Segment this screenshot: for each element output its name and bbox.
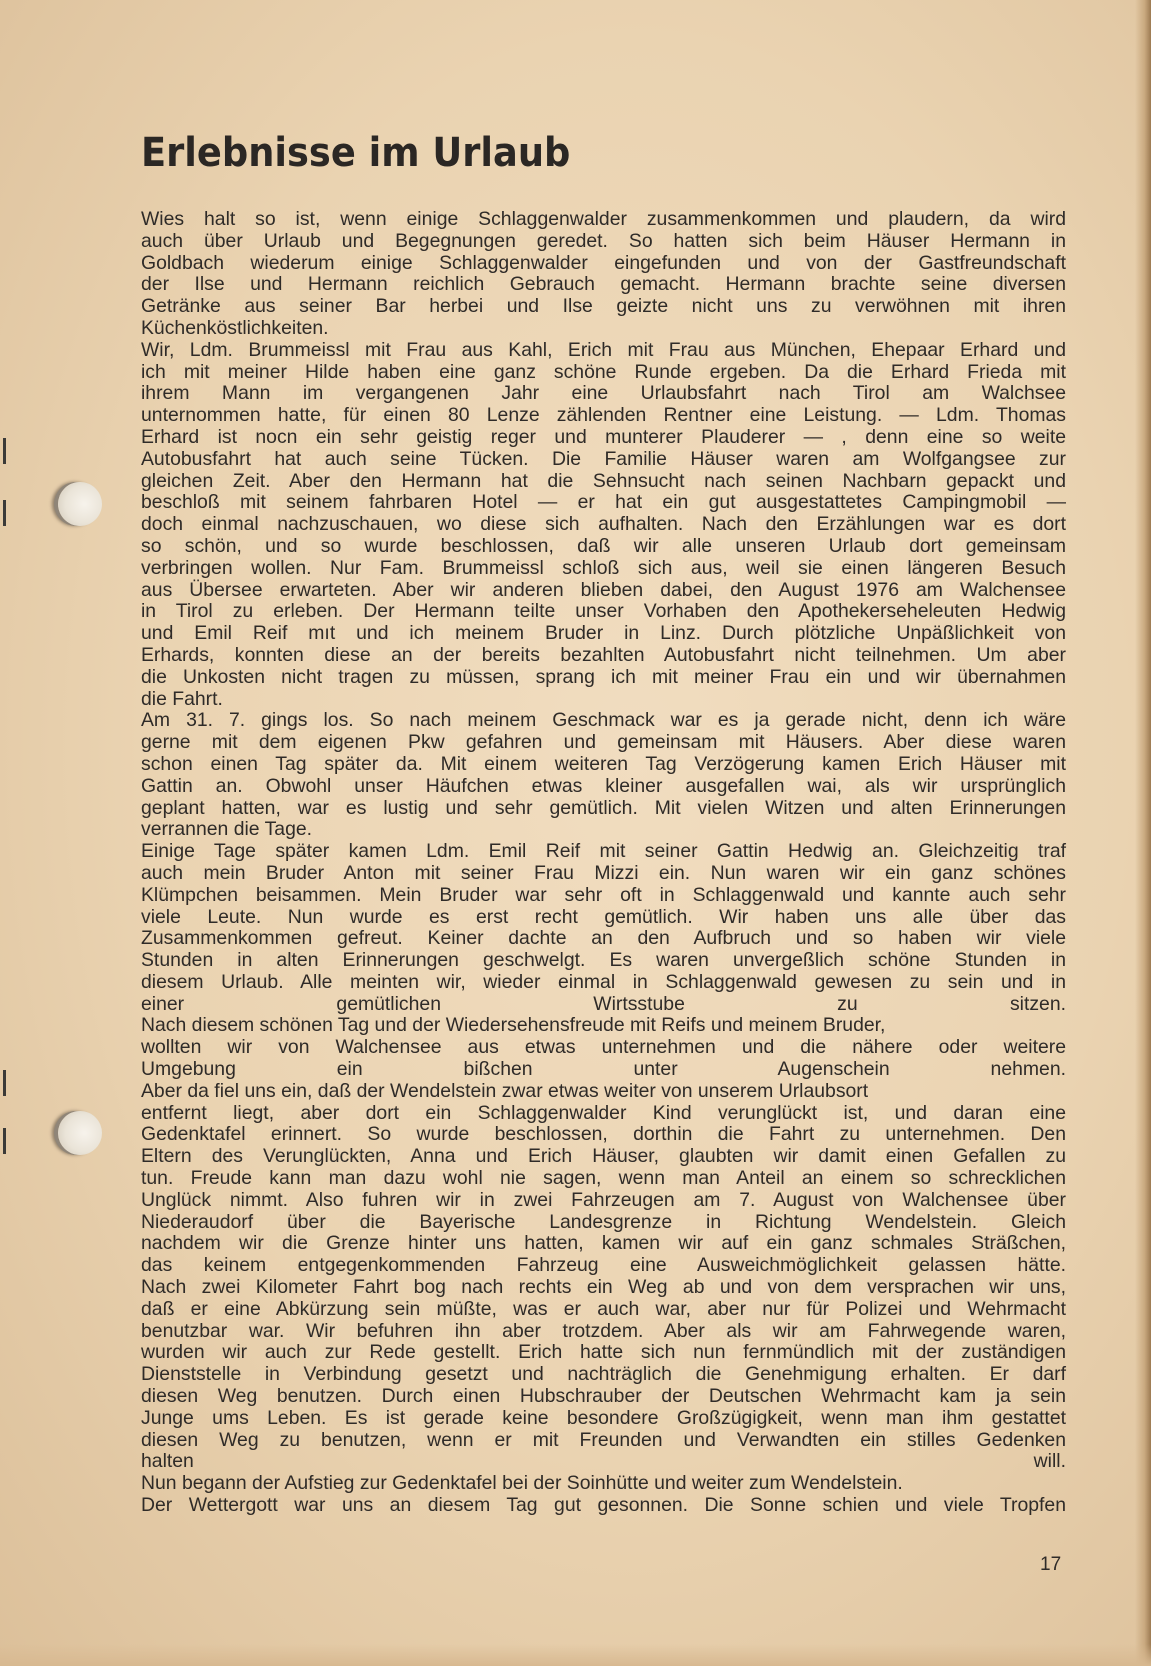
text-line: so schön, und so wurde beschlossen, daß wir alle unseren Urlaub dort gemeinsam (141, 534, 1066, 557)
text-line: gleichen Zeit. Aber den Hermann hat die Sehnsucht nach seinen Nachbarn gepackt und (141, 469, 1066, 492)
text-line: ich mit meiner Hilde haben eine ganz schöne Runde ergeben. Da die Erhard Frieda mit (141, 360, 1066, 383)
text-line: Am 31. 7. gings los. So nach meinem Geschmack war es ja gerade nicht, denn ich wäre (141, 709, 1066, 732)
binding-mark (3, 1128, 6, 1154)
binding-mark (3, 1070, 6, 1096)
text-line: doch einmal nachzuschauen, wo diese sich aufhalten. Nach den Erzählungen war es dort (141, 513, 1066, 536)
text-line: diesen Weg benutzen. Durch einen Hubschrauber der Deutschen Wehrmacht kam ja sein (141, 1385, 1066, 1408)
text-line: schon einen Tag später da. Mit einem weiteren Tag Verzögerung kamen Erich Häuser mit (141, 752, 1066, 775)
text-line: Einige Tage später kamen Ldm. Emil Reif mit seiner Gattin Hedwig an. Gleichzeitig traf (141, 840, 1066, 863)
text-line: auch mein Bruder Anton mit seiner Frau Mizzi ein. Nun waren wir ein ganz schönes (141, 861, 1066, 884)
punch-hole (58, 1111, 102, 1155)
page-right-edge (1135, 0, 1151, 1666)
text-line: der Ilse und Hermann reichlich Gebrauch gemacht. Hermann brachte seine diversen (141, 273, 1066, 296)
text-line: die Fahrt. (141, 687, 223, 710)
text-line: Junge ums Leben. Es ist gerade keine besondere Großzügigkeit, wenn man ihm gestattet (141, 1406, 1066, 1429)
text-line: die Unkosten nicht tragen zu müssen, sprang ich mit meiner Frau ein und wir übernahmen (141, 665, 1066, 688)
text-line: Wies halt so ist, wenn einige Schlaggenwalder zusammenkommen und plaudern, da wird (141, 208, 1066, 230)
text-line: ihrem Mann im vergangenen Jahr eine Urlaubsfahrt nach Tirol am Walchsee (141, 382, 1066, 405)
article-body (141, 209, 1066, 1517)
text-line: Klümpchen beisammen. Mein Bruder war sehr oft in Schlaggenwald und kannte auch sehr (141, 883, 1066, 906)
punch-hole (58, 482, 102, 526)
text-line: auch über Urlaub und Begegnungen geredet. So hatten sich beim Häuser Hermann in (141, 229, 1066, 252)
text-line: Autobusfahrt hat auch seine Tücken. Die Familie Häuser waren am Wolfgangsee zur (141, 447, 1066, 470)
text-line: verbringen wollen. Nur Fam. Brummeissl schloß sich aus, weil sie einen längeren Besuch (141, 556, 1066, 579)
text-line: halten will. (141, 1450, 1066, 1473)
text-line: daß er eine Abkürzung sein müßte, was er auch war, aber nur für Polizei und Wehrmacht (141, 1297, 1066, 1320)
text-line: Gedenktafel erinnert. So wurde beschlossen, dorthin die Fahrt zu unternehmen. Den (141, 1123, 1066, 1146)
text-line: Aber da fiel uns ein, daß der Wendelstein zwar etwas weiter von unserem Urlaubsort (141, 1079, 869, 1102)
text-line: Wir, Ldm. Brummeissl mit Frau aus Kahl, Erich mit Frau aus München, Ehepaar Erhard und (141, 338, 1066, 361)
text-line: Nun begann der Aufstieg zur Gedenktafel bei der Soinhütte und weiter zum Wendelstein. (141, 1472, 903, 1495)
text-line: unternommen hatte, für einen 80 Lenze zählenden Rentner eine Leistung. — Ldm. Thomas (141, 404, 1066, 427)
text-line: Umgebung ein bißchen unter Augenschein nehmen. (141, 1058, 1066, 1081)
text-line: tun. Freude kann man dazu wohl nie sagen, wenn man Anteil an einem so schrecklichen (141, 1167, 1066, 1190)
text-line: Erhard ist nocn ein sehr geistig reger und munterer Plauderer — , denn eine so weite (141, 425, 1066, 448)
text-line: diesen Weg zu benutzen, wenn er mit Freunden und Verwandten ein stilles Gedenken (141, 1428, 1066, 1451)
article-title: Erlebnisse im Urlaub (141, 130, 571, 176)
text-line: aus Übersee erwarteten. Aber wir anderen blieben dabei, den August 1976 am Walchensee (141, 578, 1066, 601)
text-line: Eltern des Verunglückten, Anna und Erich Häuser, glaubten wir damit einen Gefallen zu (141, 1145, 1066, 1168)
text-line: diesem Urlaub. Alle meinten wir, wieder einmal in Schlaggenwald gewesen zu sein und in (141, 970, 1066, 993)
text-line: Goldbach wiederum einige Schlaggenwalder eingefunden und von der Gastfreundschaft (141, 251, 1066, 274)
text-line: das keinem entgegenkommenden Fahrzeug eine Ausweichmöglichkeit gelassen hätte. (141, 1254, 1066, 1277)
text-line: wollten wir von Walchensee aus etwas unternehmen und die nähere oder weitere (141, 1036, 1066, 1059)
text-line: Dienststelle in Verbindung gesetzt und nachträglich die Genehmigung erhalten. Er darf (141, 1363, 1066, 1386)
text-line: wurden wir auch zur Rede gestellt. Erich hatte sich nun fernmündlich mit der zuständigen (141, 1341, 1066, 1364)
text-line: Getränke aus seiner Bar herbei und Ilse geizte nicht uns zu verwöhnen mit ihren (141, 295, 1066, 318)
page-number: 17 (1040, 1554, 1062, 1575)
binding-mark (3, 500, 6, 526)
text-line: Nach zwei Kilometer Fahrt bog nach rechts ein Weg ab und von dem versprachen wir uns, (141, 1276, 1066, 1299)
text-line: benutzbar war. Wir befuhren ihn aber trotzdem. Aber als wir am Fahrwegende waren, (141, 1319, 1066, 1342)
text-line: entfernt liegt, aber dort ein Schlaggenwalder Kind verunglückt ist, und daran eine (141, 1101, 1066, 1124)
text-line: in Tirol zu erleben. Der Hermann teilte unser Vorhaben den Apothekerseheleuten Hedwig (141, 600, 1066, 623)
text-line: Stunden in alten Erinnerungen geschwelgt. Es waren unvergeßlich schöne Stunden in (141, 949, 1066, 972)
text-line: geplant hatten, war es lustig und sehr gemütlich. Mit vielen Witzen und alten Erinnerungen (141, 796, 1066, 819)
text-line: Nach diesem schönen Tag und der Wiedersehensfreude mit Reifs und meinem Bruder, (141, 1014, 886, 1037)
text-line: Zusammenkommen gefreut. Keiner dachte an den Aufbruch und so haben wir viele (141, 927, 1066, 950)
text-line: nachdem wir die Grenze hinter uns hatten, kamen wir auf ein ganz schmales Sträßchen, (141, 1232, 1066, 1255)
text-line: einer gemütlichen Wirtsstube zu sitzen. (141, 992, 1066, 1015)
binding-mark (3, 438, 6, 464)
text-line: Unglück nimmt. Also fuhren wir in zwei Fahrzeugen am 7. August von Walchensee über (141, 1188, 1066, 1211)
text-line: Gattin an. Obwohl unser Häufchen etwas kleiner ausgefallen wai, als wir ursprünglich (141, 774, 1066, 797)
text-line: viele Leute. Nun wurde es erst recht gemütlich. Wir haben uns alle über das (141, 905, 1066, 928)
page-bottom-edge (0, 1644, 1151, 1666)
text-line: Niederaudorf über die Bayerische Landesgrenze in Richtung Wendelstein. Gleich (141, 1210, 1066, 1233)
text-line: gerne mit dem eigenen Pkw gefahren und gemeinsam mit Häusers. Aber diese waren (141, 731, 1066, 754)
text-line: Erhards, konnten diese an der bereits bezahlten Autobusfahrt nicht teilnehmen. Um aber (141, 643, 1066, 666)
text-line: verrannen die Tage. (141, 818, 313, 841)
text-line: und Emil Reif mıt und ich meinem Bruder in Linz. Durch plötzliche Unpäßlichkeit von (141, 622, 1066, 645)
text-line: Küchenköstlichkeiten. (141, 316, 329, 339)
text-line: Der Wettergott war uns an diesem Tag gut gesonnen. Die Sonne schien und viele Tropfen (141, 1494, 1066, 1517)
text-line: beschloß mit seinem fahrbaren Hotel — er hat ein gut ausgestattetes Campingmobil — (141, 491, 1066, 514)
